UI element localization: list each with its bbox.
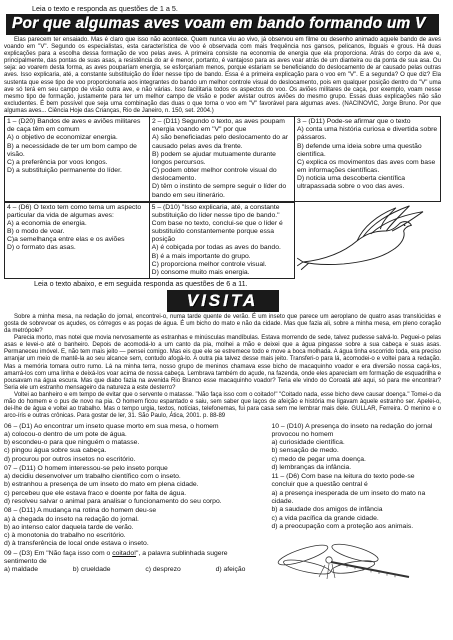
question-11-option-b[interactable]: b) a saudade dos amigos de infância [271, 506, 383, 514]
question-6-stem: 06 – (D1) Ao encontrar um inseto quase morto em sua mesa, o homem [4, 422, 219, 430]
question-1-option-c[interactable]: C) a preferência por voos longos. [7, 158, 108, 166]
question-6-option-d[interactable]: d) procurou por outros insetos no escritório. [4, 455, 136, 463]
question-3-stem: 3 – (D11) Pode-se afirmar que o texto [297, 118, 411, 126]
question-7-option-b[interactable]: b) estranhou a presença de um inseto do mato em plena cidade. [4, 481, 199, 489]
question-8-stem: 08 – (D11) A mudança na rotina do homem deu-se [4, 507, 157, 515]
question-3 [295, 117, 440, 201]
question-11 [257, 473, 437, 531]
dove-illustration-icon [295, 202, 441, 279]
question-7-option-c[interactable]: c) percebeu que ele estava fraco e doente por falta de água. [4, 489, 187, 497]
bird-illustration-area [295, 202, 441, 279]
question-10-option-c[interactable]: c) medo de pegar uma doença. [271, 455, 366, 463]
instructions-middle: Leia o texto abaixo, e em seguida responda as questões de 6 a 11. [34, 279, 248, 289]
question-1-option-b[interactable]: B) a necessidade de ter um bom campo de visão. [7, 142, 137, 158]
instructions-top: Leia o texto e responda as questões de 1 a 5. [32, 4, 178, 13]
question-9-options [4, 566, 253, 574]
question-9-stem [4, 550, 253, 567]
question-8-option-d[interactable]: d) à transferência de local onde estava o inseto. [4, 540, 149, 548]
question-5-option-b[interactable]: B) é a mais importante do grupo. [151, 252, 251, 260]
question-2-option-d[interactable]: D) têm o instinto de sempre seguir o líder do bando em seu itinerário. [152, 183, 287, 199]
question-3-option-b[interactable]: B) defende uma ideia sobre uma questão científica. [297, 142, 422, 158]
question-9-option-a[interactable]: a) maldade [4, 566, 39, 574]
question-2-option-b[interactable]: B) podem se ajudar mutuamente durante longos percursos. [152, 150, 276, 166]
question-8 [4, 507, 253, 548]
question-5 [150, 202, 296, 279]
question-11-option-a[interactable]: a) a presença inesperada de um inseto do mato na cidade. [271, 489, 426, 506]
question-8-option-c[interactable]: c) à monotonia do trabalho no escritório. [4, 532, 126, 540]
question-9-option-c[interactable]: c) desprezo [145, 566, 181, 574]
question-1-stem: 1 – (D20) Bandos de aves e aviões militares de caça têm em comum [7, 118, 141, 134]
question-10-option-a[interactable]: a) curiosidade científica. [271, 439, 345, 447]
question-7-stem: 07 – (D11) O homem interessou-se pelo inseto porque [4, 464, 168, 472]
question-9-stem-after: ", a palavra sublinhada sugere sentimento de [4, 549, 228, 566]
questions-6-11 [4, 423, 441, 590]
question-4-stem: 4 – (D6) O texto tem como tema um aspecto particular da vida de algumas aves: [7, 203, 142, 219]
question-10 [257, 423, 437, 473]
question-9 [4, 550, 253, 575]
question-3-option-a[interactable]: A) conta uma história curiosa e divertida sobre pássaros. [297, 126, 438, 142]
question-3-option-d[interactable]: D) noticia uma descoberta científica ultrapassada sobre o voo das aves. [297, 175, 406, 191]
question-1-option-a[interactable]: A) o objetivo de economizar energia. [7, 134, 118, 142]
question-1-option-d[interactable]: D) a substituição permanente do líder. [7, 167, 122, 175]
question-6-option-a[interactable]: a) colocou-o dentro de um pote de água. [4, 430, 127, 438]
question-5-option-a[interactable]: A) é cobiçada por todas as aves do bando. [151, 244, 281, 252]
dragonfly-illustration-icon [269, 533, 419, 589]
question-11-option-c[interactable]: c) a vida pacífica da grande cidade. [271, 514, 379, 522]
question-5-option-c[interactable]: C) proporciona melhor controle visual. [151, 260, 267, 268]
article-2-paragraph-2: Parecia morto, mas notei que movia nervosamente as estranhas e minúsculas mandíbulas. Estava morrendo de sede, talvez pudesse salvá-lo. Peguei-o pelas asas e levei-o até o banheiro. Depois de acomodá-lo a um canto da pia, molhei a mão e deixei que a água pingasse sobre a sua cabeça e suas asas. Permaneceu imóvel. E, não tem mais jeito — pensei comigo. Mas eis que ele se estremece todo e move a boca molhada. A água tinha escorrido toda, era preciso arranjar um meio de mantê-la ao seu alcance sem, contudo afogá-lo. A outra pia talvez desse mais jeito. Transferi-o para lá, acomodei-o e voltei para a redação. Mas a memória tomara outro rumo. Lá na minha terra, nosso grupo de meninos chamava esse bicho de macaquinho voador e era diversão nossa caçá-los, amarrá-los com uma linha e deixá-los voar acima de nossa cabeça. Lembrava também do açude, na fazenda, onde eles apareciam em formação de esquadrilha e pousavam na água escura. Mas que diabo fazia na avenida Rio Branco esse macaquinho voador? Teria ele vindo do Coroatá até aqui, só para me encontrar? Seria ele um estranho mensageiro da natureza a este desterro? [4, 335, 441, 391]
question-9-underlined-word: coitado! [112, 549, 136, 557]
question-8-option-a[interactable]: a) à chegada do inseto na redação do jornal. [4, 515, 139, 523]
question-9-stem-before: 09 – (D3) Em "Não faça isso com o [4, 549, 113, 557]
question-2-option-a[interactable]: A) são beneficiadas pelo deslocamento do ar causado pelas aves da frente. [152, 134, 289, 150]
question-6 [4, 423, 253, 464]
question-7 [4, 465, 253, 506]
title-banner-1: Por que algumas aves voam em bando formando um V [6, 14, 439, 34]
question-11-option-d[interactable]: d) a preocupação com a proteção aos animais. [271, 522, 414, 530]
question-4-option-c[interactable]: C)a semelhança entre elas e os aviões [7, 236, 125, 244]
title-banner-2: VISITA [167, 290, 279, 312]
question-9-option-b[interactable]: b) crueldade [72, 566, 111, 574]
question-4-option-a[interactable]: A) a economia de energia. [7, 220, 87, 228]
questions-4-5-row [4, 202, 441, 279]
article-2-paragraph-3: Voltei ao banheiro e em tempo de evitar que o servente o matasse. "Não faça isso com o coitado!" "Coitado nada, esse bicho deve causar doença." Tomei-o da mão do homem e o pus de novo na pia. O homem ficou espantado e saiu, sem saber que laços de afeição e história me ligavam àquele estranho ser. Apelei-o, dei-lhe de água e voltei ao trabalho. Mas o tempo urgia, textos, notícias, telefonemas, fui para casa sem me lembrar mais dele. GULLAR, Ferreira. O menino e o arco-íris e outras crônicas. Para gostar de ler, 31. São Paulo, Ática, 2001. p. 88-89 [4, 392, 441, 420]
question-6-option-c[interactable]: c) pingou água sobre sua cabeça. [4, 447, 107, 455]
question-8-option-b[interactable]: b) ao intenso calor daquela tarde de verão. [4, 523, 134, 531]
question-4-option-b[interactable]: B) o modo de voar. [7, 228, 65, 236]
question-1 [5, 117, 150, 201]
questions-left-column [4, 423, 257, 590]
questions-right-column [257, 423, 441, 590]
questions-1-3-grid [4, 116, 441, 202]
question-7-option-a[interactable]: a) decidiu desenvolver um trabalho científico com o inseto. [4, 473, 181, 481]
question-3-option-c[interactable]: C) explica os movimentos das aves com base em informações científicas. [297, 158, 436, 175]
question-4-option-d[interactable]: D) o formato das asas. [7, 244, 76, 252]
question-10-option-b[interactable]: b) sensação de medo. [271, 447, 339, 455]
question-2 [150, 117, 295, 201]
article-2-paragraph-1: Sobre a minha mesa, na redação do jornal, encontrei-o, numa tarde quente de verão. É um inseto que parece um aeroplano de quatro asas translúcidas e gosta de sobrevoar os açudes, os córregos e as poças de água. É um bicho do mato e não da cidade. Mas que fazia ali, sobre a minha mesa, em pleno coração da metrópole? [4, 313, 441, 334]
question-10-stem: 10 – (D10) A presença do inseto na redação do jornal provocou no homem [271, 422, 433, 438]
question-6-option-b[interactable]: b) escondeu-o para que ninguém o matasse. [4, 439, 140, 447]
question-4 [4, 202, 150, 279]
question-7-option-d[interactable]: d) resolveu salvar o animal para analisar o funcionamento do seu corpo. [4, 498, 222, 506]
question-5-stem: 5 – (D10) "Isso explicaria, até, a constante substituição do líder nesse tipo de bando." Com base no texto, conclui-se que o líder é substituído constantemente porque essa posição [151, 203, 283, 244]
question-5-option-d[interactable]: D) consome muito mais energia. [151, 268, 250, 276]
question-2-stem: 2 – (D11) Segundo o texto, as aves poupam energia voando em "V" por que [152, 118, 285, 134]
question-9-option-d[interactable]: d) afeição [215, 566, 246, 574]
question-2-option-c[interactable]: C) podem obter melhor controle visual do deslocamento. [152, 167, 277, 183]
article-1-text: Elas parecem ter ensaiado. Mas é claro que isso não acontece. Quem nunca viu ao vivo, já observou em filme ou desenho animado aquele bando de aves voando em "V". Segundo os especialistas, esta característica de voo é observada com mais frequência nos gansos, pelicanos, íbguais e grous. Há duas explicações para a escolha dessa formação de voo pelas aves. A primeira consiste na economia de energia que ela proporciona. Atrás do corpo da ave e, principalmente, das pontas de suas asas, a resistência do ar é menor, portanto, é vantajoso para as aves voar atrás de um dianteira ou da ponta de sua asa. Ou seja: ao voarem desta forma, as aves pouparíam energia, se esforçariam menos, porque estariam se beneficiando do deslocamento de ar causado pelas outras aves. Isso explicaria, até, a constante substituição do líder nesse tipo de bando. Essa é a primeira explicação para o voo em "V". E a segunda? O que diz? Ela sustenta que esse tipo de voo proporcionaria aos integrantes do bando um melhor controle visual do deslocamento, pois em qualquer posição dentro do "V" uma ave só terá em seu campo de visão outra ave, e não várias. Isso facilitaria todos os aspectos do voo. Os aviões militares de caça, por exemplo, voam nesse mesmo tipo de formação, justamente para ter um melhor campo de visão e poder avistar outros aviões do mesmo grupo. Essas duas explicações não são excludentes. É bem possível que seja uma combinação das duas o que torna o voo em "V" favorável para algumas aves. (NACINOVIC, Jorge Bruno. Por que algumas aves... Ciência Hoje das Crianças, Rio de Janeiro, n. 150, set. 2004.) [4, 36, 441, 115]
question-10-option-d[interactable]: d) lembranças da infância. [271, 463, 352, 471]
question-11-stem: 11 – (D6) Com base na leitura do texto pode-se concluir que a questão central é [271, 473, 415, 489]
